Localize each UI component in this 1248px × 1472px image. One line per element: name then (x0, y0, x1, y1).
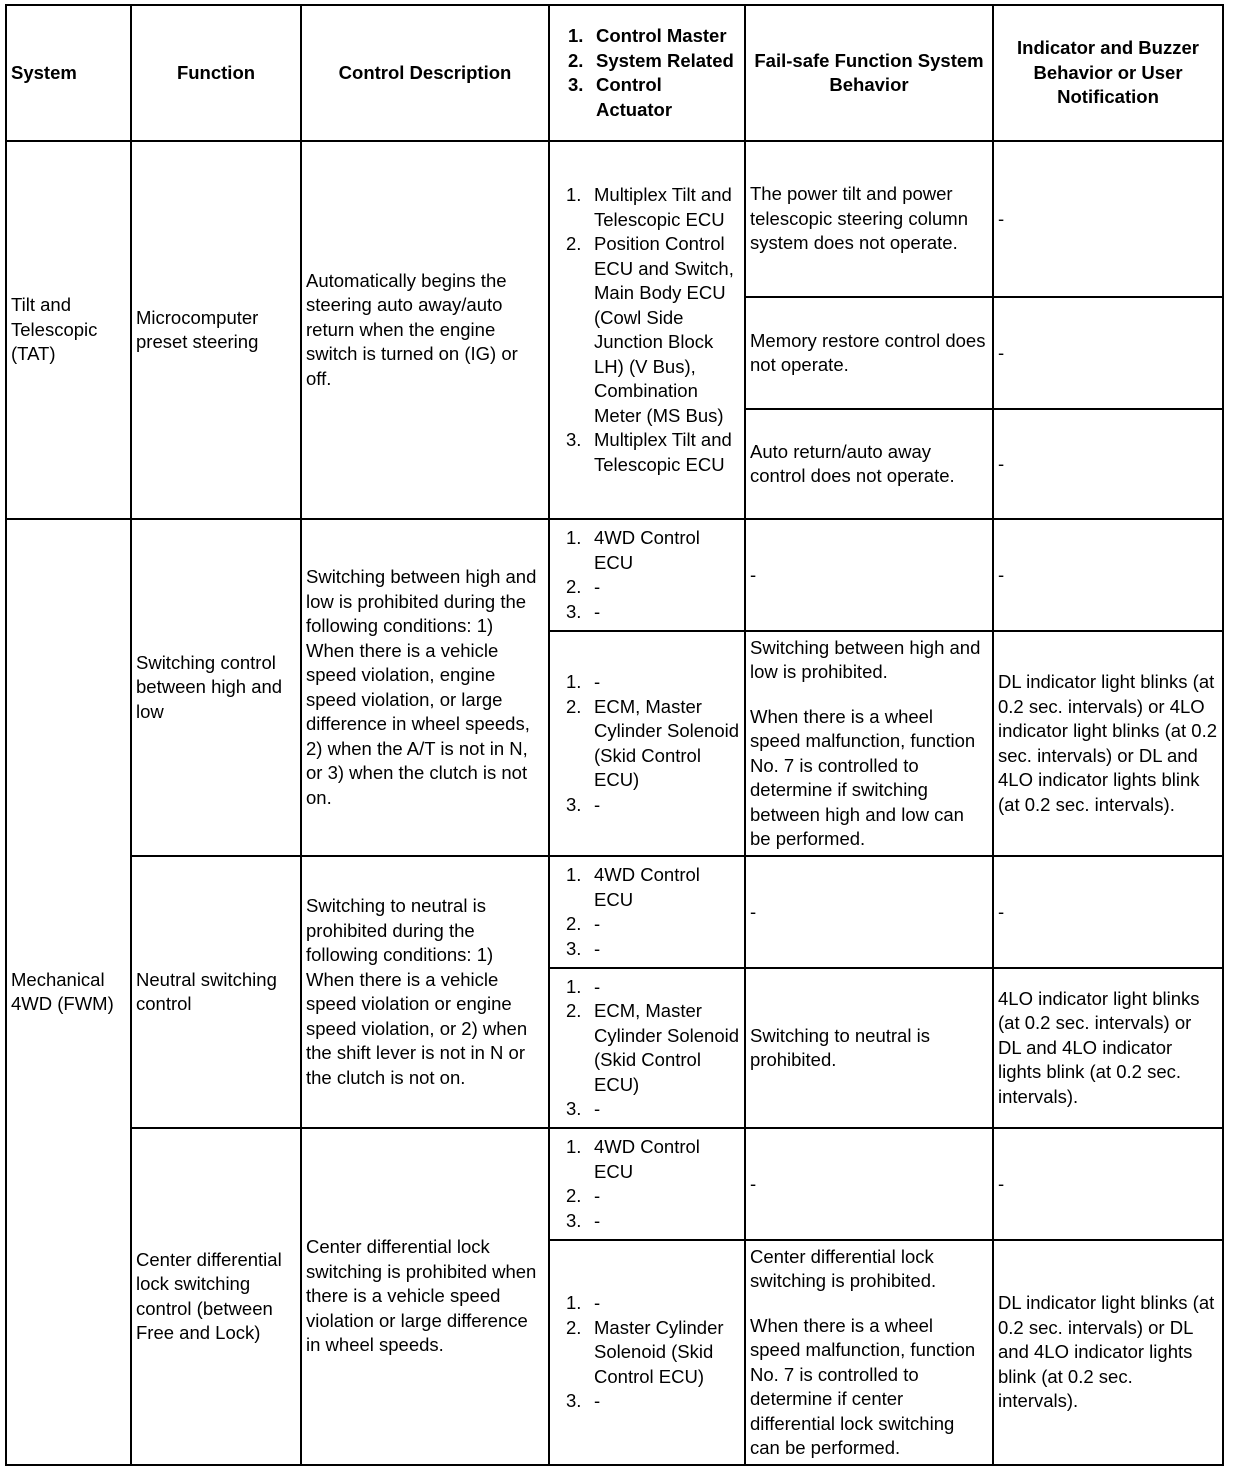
tat-control-list: 1. Multiplex Tilt and Telescopic ECU 2. Position Control ECU and Switch, Main Body ECU (Cowl Side Junction Block LH) (V Bus), Combination Meter (MS Bus) 3. Multiplex Tilt and Telescopic ECU (549, 141, 745, 519)
tat-indicator: - (993, 297, 1223, 409)
header-function: Function (131, 5, 301, 141)
fwm-indicator: - (993, 856, 1223, 968)
fwm-control-list: 1. 4WD Control ECU 2. - 3. - (549, 1128, 745, 1240)
list-item: - (594, 975, 601, 997)
fwm-system: Mechanical 4WD (FWM) (6, 519, 131, 1465)
fwm-failsafe (745, 631, 993, 856)
fwm-control-list: 1. 4WD Control ECU 2. - 3. - (549, 856, 745, 968)
header-control-master: Control Master (596, 25, 727, 46)
failsafe-paragraph: When there is a wheel speed malfunction, function No. 7 is controlled to determine if center differential lock switching can be performed. (750, 1314, 976, 1458)
fwm-failsafe: Switching to neutral is prohibited. (745, 968, 993, 1128)
fwm-indicator: - (993, 1128, 1223, 1240)
list-item: Position Control ECU and Switch, Main Body ECU (Cowl Side Junction Block LH) (V Bus), Combination Meter (MS Bus) (594, 233, 734, 426)
fwm-description: Switching between high and low is prohibited during the following conditions: 1) When there is a vehicle speed violation, engine speed violation, or large difference in wheel speeds, 2) when the A/T is not in N, or 3) when the clutch is not on. (301, 519, 549, 856)
fwm-indicator: DL indicator light blinks (at 0.2 sec. intervals) or DL and 4LO indicator lights blink (at 0.2 sec. intervals). (993, 1240, 1223, 1465)
table-row (6, 141, 1223, 297)
header-indicator: Indicator and Buzzer Behavior or User Notification (993, 5, 1223, 141)
header-control-list (549, 5, 745, 141)
tat-function: Microcomputer preset steering (131, 141, 301, 519)
fwm-control-list: 1. - 2. ECM, Master Cylinder Solenoid (Skid Control ECU) 3. - (549, 631, 745, 856)
fwm-indicator: - (993, 519, 1223, 631)
fwm-indicator: 4LO indicator light blinks (at 0.2 sec. intervals) or DL and 4LO indicator lights blink (at 0.2 sec. intervals). (993, 968, 1223, 1128)
failsafe-paragraph: Switching between high and low is prohibited. (750, 636, 981, 682)
fwm-failsafe: - (745, 519, 993, 631)
list-item: Multiplex Tilt and Telescopic ECU (594, 184, 732, 230)
list-item: ECM, Master Cylinder Solenoid (Skid Control ECU) (594, 695, 740, 790)
list-item: - (594, 671, 601, 692)
header-control-description: Control Description (301, 5, 549, 141)
list-item: - (594, 793, 601, 815)
failsafe-paragraph: Center differential lock switching is prohibited. (750, 1245, 937, 1291)
fwm-control-list: 1. 4WD Control ECU 2. - 3. - (549, 519, 745, 631)
tat-failsafe: Auto return/auto away control does not operate. (745, 409, 993, 519)
list-item: - (594, 1098, 601, 1119)
list-item: - (594, 1292, 601, 1314)
table-row (6, 856, 1223, 968)
fwm-control-list: 1. - 2. Master Cylinder Solenoid (Skid Control ECU) 3. - (549, 1240, 745, 1465)
failsafe-paragraph: When there is a wheel speed malfunction, function No. 7 is controlled to determine if switching between high and low can be performed. (750, 705, 976, 849)
list-item: - (594, 913, 601, 934)
fwm-function: Neutral switching control (131, 856, 301, 1128)
fwm-description: Switching to neutral is prohibited during the following conditions: 1) When there is a vehicle speed violation or engine speed violation, or 2) when the shift lever is not in N or the clutch is not on. (301, 856, 549, 1128)
list-item: 4WD Control ECU (594, 527, 700, 573)
list-item: Multiplex Tilt and Telescopic ECU (594, 429, 732, 475)
header-control-actuator: Control Actuator (596, 74, 673, 120)
list-item: - (594, 600, 601, 622)
list-item: 4WD Control ECU (594, 864, 700, 910)
header-row (6, 5, 1223, 141)
header-system-related: System Related (596, 49, 734, 71)
list-item: Master Cylinder Solenoid (Skid Control ECU) (594, 1316, 724, 1387)
fwm-description: Center differential lock switching is prohibited when there is a vehicle speed violation or large difference in wheel speeds. (301, 1128, 549, 1465)
fwm-function: Center differential lock switching control (between Free and Lock) (131, 1128, 301, 1465)
list-item: 4WD Control ECU (594, 1136, 700, 1182)
tat-description: Automatically begins the steering auto away/auto return when the engine switch is turned on (IG) or off. (301, 141, 549, 519)
tat-indicator: - (993, 141, 1223, 297)
tat-system: Tilt and Telescopic (TAT) (6, 141, 131, 519)
header-numbered-list: 1. Control Master 2. System Related 3. Control Actuator (554, 24, 740, 122)
spec-table (5, 4, 1224, 1466)
fwm-failsafe (745, 1240, 993, 1465)
list-item: - (594, 576, 601, 597)
fwm-indicator: DL indicator light blinks (at 0.2 sec. intervals) or 4LO indicator light blinks (at 0.2 sec. intervals) or DL and 4LO indicator lights blink (at 0.2 sec. intervals). (993, 631, 1223, 856)
fwm-failsafe: - (745, 1128, 993, 1240)
list-item: ECM, Master Cylinder Solenoid (Skid Control ECU) (594, 1000, 740, 1095)
header-system: System (6, 5, 131, 141)
list-item: - (594, 1185, 601, 1206)
tat-failsafe: The power tilt and power telescopic steering column system does not operate. (745, 141, 993, 297)
list-item: - (594, 937, 601, 959)
fwm-function: Switching control between high and low (131, 519, 301, 856)
fwm-control-list: 1. - 2. ECM, Master Cylinder Solenoid (Skid Control ECU) 3. - (549, 968, 745, 1128)
table-row (6, 1128, 1223, 1240)
list-item: - (594, 1390, 601, 1412)
table-row (6, 519, 1223, 631)
fwm-failsafe: - (745, 856, 993, 968)
header-failsafe: Fail-safe Function System Behavior (745, 5, 993, 141)
tat-failsafe: Memory restore control does not operate. (745, 297, 993, 409)
list-item: - (594, 1209, 601, 1231)
tat-indicator: - (993, 409, 1223, 519)
